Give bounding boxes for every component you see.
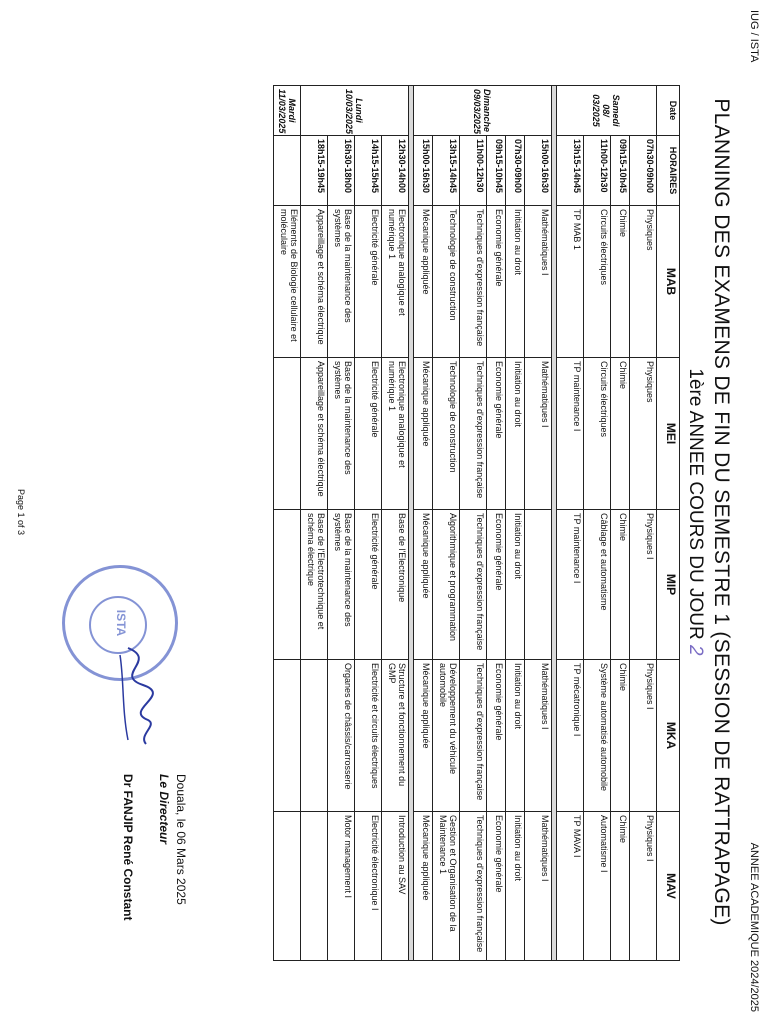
exam-cell: Economie générale <box>487 660 506 812</box>
table-row <box>630 86 657 961</box>
exam-cell: Base de l'Electrotechnique et schéma électrique <box>301 510 328 660</box>
exam-cell <box>525 510 552 660</box>
subtitle-text: 1ère ANNEE COURS DU JOUR <box>685 368 706 640</box>
exam-cell: TP maintenance I <box>557 510 584 660</box>
time-cell: 09h15-10h45 <box>487 136 506 206</box>
exam-cell: Base de la maintenance des systèmes <box>328 358 355 510</box>
exam-cell: Mathématiques I <box>525 206 552 358</box>
time-cell: 11h00-12h30 <box>460 136 487 206</box>
exam-cell: Techniques d'expression française <box>460 206 487 358</box>
separator-cell <box>552 86 557 961</box>
exam-cell: Mathématiques I <box>525 812 552 961</box>
table-row <box>433 86 460 961</box>
exam-cell: Mécanique appliquée <box>414 206 433 358</box>
date-cell: Mardi 11/03/2025 <box>274 86 301 136</box>
exam-schedule-table <box>273 85 680 961</box>
exam-cell: Circuits électriques <box>584 206 611 358</box>
exam-cell: Technologie de construction <box>433 206 460 358</box>
date-cell: Samedi 08/ 03/2025 <box>557 86 657 136</box>
exam-cell: Economie générale <box>487 206 506 358</box>
exam-cell: Chimie <box>611 510 630 660</box>
exam-cell: Technologie de construction <box>433 358 460 510</box>
exam-cell: Electricité générale <box>355 358 382 510</box>
exam-cell: Développement du véhicule automobile <box>433 660 460 812</box>
date-cell: Lundi 10/03/2025 <box>301 86 409 136</box>
table-row <box>274 86 301 961</box>
time-cell: 12h30-14h00 <box>382 136 409 206</box>
header-mab: MAB <box>657 206 680 358</box>
exam-cell: Physiques I <box>630 660 657 812</box>
exam-cell: Techniques d'expression française <box>460 812 487 961</box>
exam-cell: Eléments de Biologie cellulaire et moléculaire <box>274 206 301 358</box>
page-title: PLANNING DES EXAMENS DE FIN DU SEMESTRE 1 (SESSION DE RATTRAPAGE) <box>710 98 733 926</box>
exam-cell: TP mécatronique I <box>557 660 584 812</box>
exam-cell: Initiation au droit <box>506 358 525 510</box>
separator-row <box>552 86 557 961</box>
exam-cell: Chimie <box>611 358 630 510</box>
time-cell: 14h15-15h45 <box>355 136 382 206</box>
handwritten-mark: 2 <box>685 645 706 656</box>
header-mka: MKA <box>657 660 680 812</box>
header-mav: MAV <box>657 812 680 961</box>
stamp-center-text: ISTA <box>114 609 128 637</box>
exam-cell: Système automatisé automobile <box>584 660 611 812</box>
exam-cell: Mécanique appliquée <box>414 660 433 812</box>
exam-cell: Physiques <box>630 206 657 358</box>
time-cell: 07h30-09h00 <box>630 136 657 206</box>
exam-cell: Introduction au SAV <box>382 812 409 961</box>
time-cell: 13h15-14h45 <box>557 136 584 206</box>
exam-cell: Mathématiques I <box>525 660 552 812</box>
exam-cell: Chimie <box>611 660 630 812</box>
institution-label: IUG / ISTA <box>748 10 760 63</box>
table-row <box>301 86 328 961</box>
exam-cell: Chimie <box>611 812 630 961</box>
table-header-row <box>657 86 680 961</box>
signature-block <box>118 774 188 984</box>
academic-year-label: ANNEE ACADEMIQUE 2024/2025 <box>748 842 760 1012</box>
exam-cell: Economie générale <box>487 812 506 961</box>
exam-cell: Physiques <box>630 358 657 510</box>
exam-cell: Initiation au droit <box>506 510 525 660</box>
exam-cell: Techniques d'expression française <box>460 358 487 510</box>
exam-cell <box>274 358 301 510</box>
exam-cell: Electricité électronique I <box>355 812 382 961</box>
exam-cell: Electricité générale <box>355 206 382 358</box>
time-cell <box>274 136 301 206</box>
page-subtitle <box>684 0 706 1024</box>
exam-cell: Appareillage et schéma électrique <box>301 206 328 358</box>
exam-cell: Chimie <box>611 206 630 358</box>
exam-cell: Organes de châssis/carrosserie <box>328 660 355 812</box>
exam-cell: Initiation au droit <box>506 206 525 358</box>
header-mip: MIP <box>657 510 680 660</box>
exam-cell: Appareillage et schéma électrique <box>301 358 328 510</box>
exam-cell: Electronique analogique et numérique 1 <box>382 358 409 510</box>
time-cell: 18h15-19h45 <box>301 136 328 206</box>
exam-cell: Mécanique appliquée <box>414 358 433 510</box>
time-cell: 16h30-18h00 <box>328 136 355 206</box>
exam-cell: Physiques I <box>630 812 657 961</box>
exam-cell <box>301 812 328 961</box>
exam-cell: Economie générale <box>487 358 506 510</box>
exam-cell: Mathématiques I <box>525 358 552 510</box>
exam-cell: Electricité générale <box>355 510 382 660</box>
exam-cell: Automatisme I <box>584 812 611 961</box>
table-row <box>584 86 611 961</box>
exam-cell: TP MAVA I <box>557 812 584 961</box>
header-horaires: HORAIRES <box>657 136 680 206</box>
exam-cell: Mécanique appliquée <box>414 510 433 660</box>
date-cell: Dimanche 09/03/2025 <box>414 86 552 136</box>
exam-cell: Techniques d'expression française <box>460 510 487 660</box>
table-row <box>414 86 433 961</box>
table-row <box>487 86 506 961</box>
exam-cell: Electricité et circuits électriques <box>355 660 382 812</box>
exam-cell: Circuits électriques <box>584 358 611 510</box>
header-mei: MEI <box>657 358 680 510</box>
exam-cell: Electronique analogique et numérique 1 <box>382 206 409 358</box>
exam-cell: Câblage et automatisme <box>584 510 611 660</box>
exam-cell: Base de l'Electronique <box>382 510 409 660</box>
table-row <box>328 86 355 961</box>
time-cell: 11h00-12h30 <box>584 136 611 206</box>
exam-cell: Mécanique appliquée <box>414 812 433 961</box>
exam-cell: Algorithmique et programmation <box>433 510 460 660</box>
exam-cell: Techniques d'expression française <box>460 660 487 812</box>
time-cell: 15h00-16h30 <box>414 136 433 206</box>
director-title: Le Directeur <box>157 774 171 845</box>
exam-cell <box>301 660 328 812</box>
exam-cell: TP MAB 1 <box>557 206 584 358</box>
exam-cell: Initiation au droit <box>506 812 525 961</box>
exam-cell <box>274 812 301 961</box>
exam-cell: Gestion et Organisation de la Maintenance 1 <box>433 812 460 961</box>
table-row <box>557 86 584 961</box>
time-cell: 09h15-10h45 <box>611 136 630 206</box>
exam-cell: Base de la maintenance des systèmes <box>328 206 355 358</box>
handwritten-signature <box>108 640 168 750</box>
table-row <box>525 86 552 961</box>
time-cell: 13h15-14h45 <box>433 136 460 206</box>
separator-row <box>409 86 414 961</box>
table-row <box>355 86 382 961</box>
separator-cell <box>409 86 414 961</box>
exam-cell: Economie générale <box>487 510 506 660</box>
exam-cell: Base de la maintenance des systèmes <box>328 510 355 660</box>
page-number: Page 1 of 3 <box>16 488 26 536</box>
time-cell: 07h30-09h00 <box>506 136 525 206</box>
place-date: Douala, le 06 Mars 2025 <box>174 774 188 905</box>
exam-cell: Physiques I <box>630 510 657 660</box>
table-row <box>382 86 409 961</box>
exam-cell <box>274 510 301 660</box>
exam-cell: TP maintenance I <box>557 358 584 510</box>
exam-cell: Structure et fonctionnement du GMP <box>382 660 409 812</box>
table-row <box>611 86 630 961</box>
table-row <box>506 86 525 961</box>
exam-cell: Initiation au droit <box>506 660 525 812</box>
header-date: Date <box>657 86 680 136</box>
exam-cell <box>274 660 301 812</box>
time-cell: 15h00-16h30 <box>525 136 552 206</box>
table-row <box>460 86 487 961</box>
exam-cell: Motor management I <box>328 812 355 961</box>
director-name: Dr FANJIP René Constant <box>121 774 135 921</box>
